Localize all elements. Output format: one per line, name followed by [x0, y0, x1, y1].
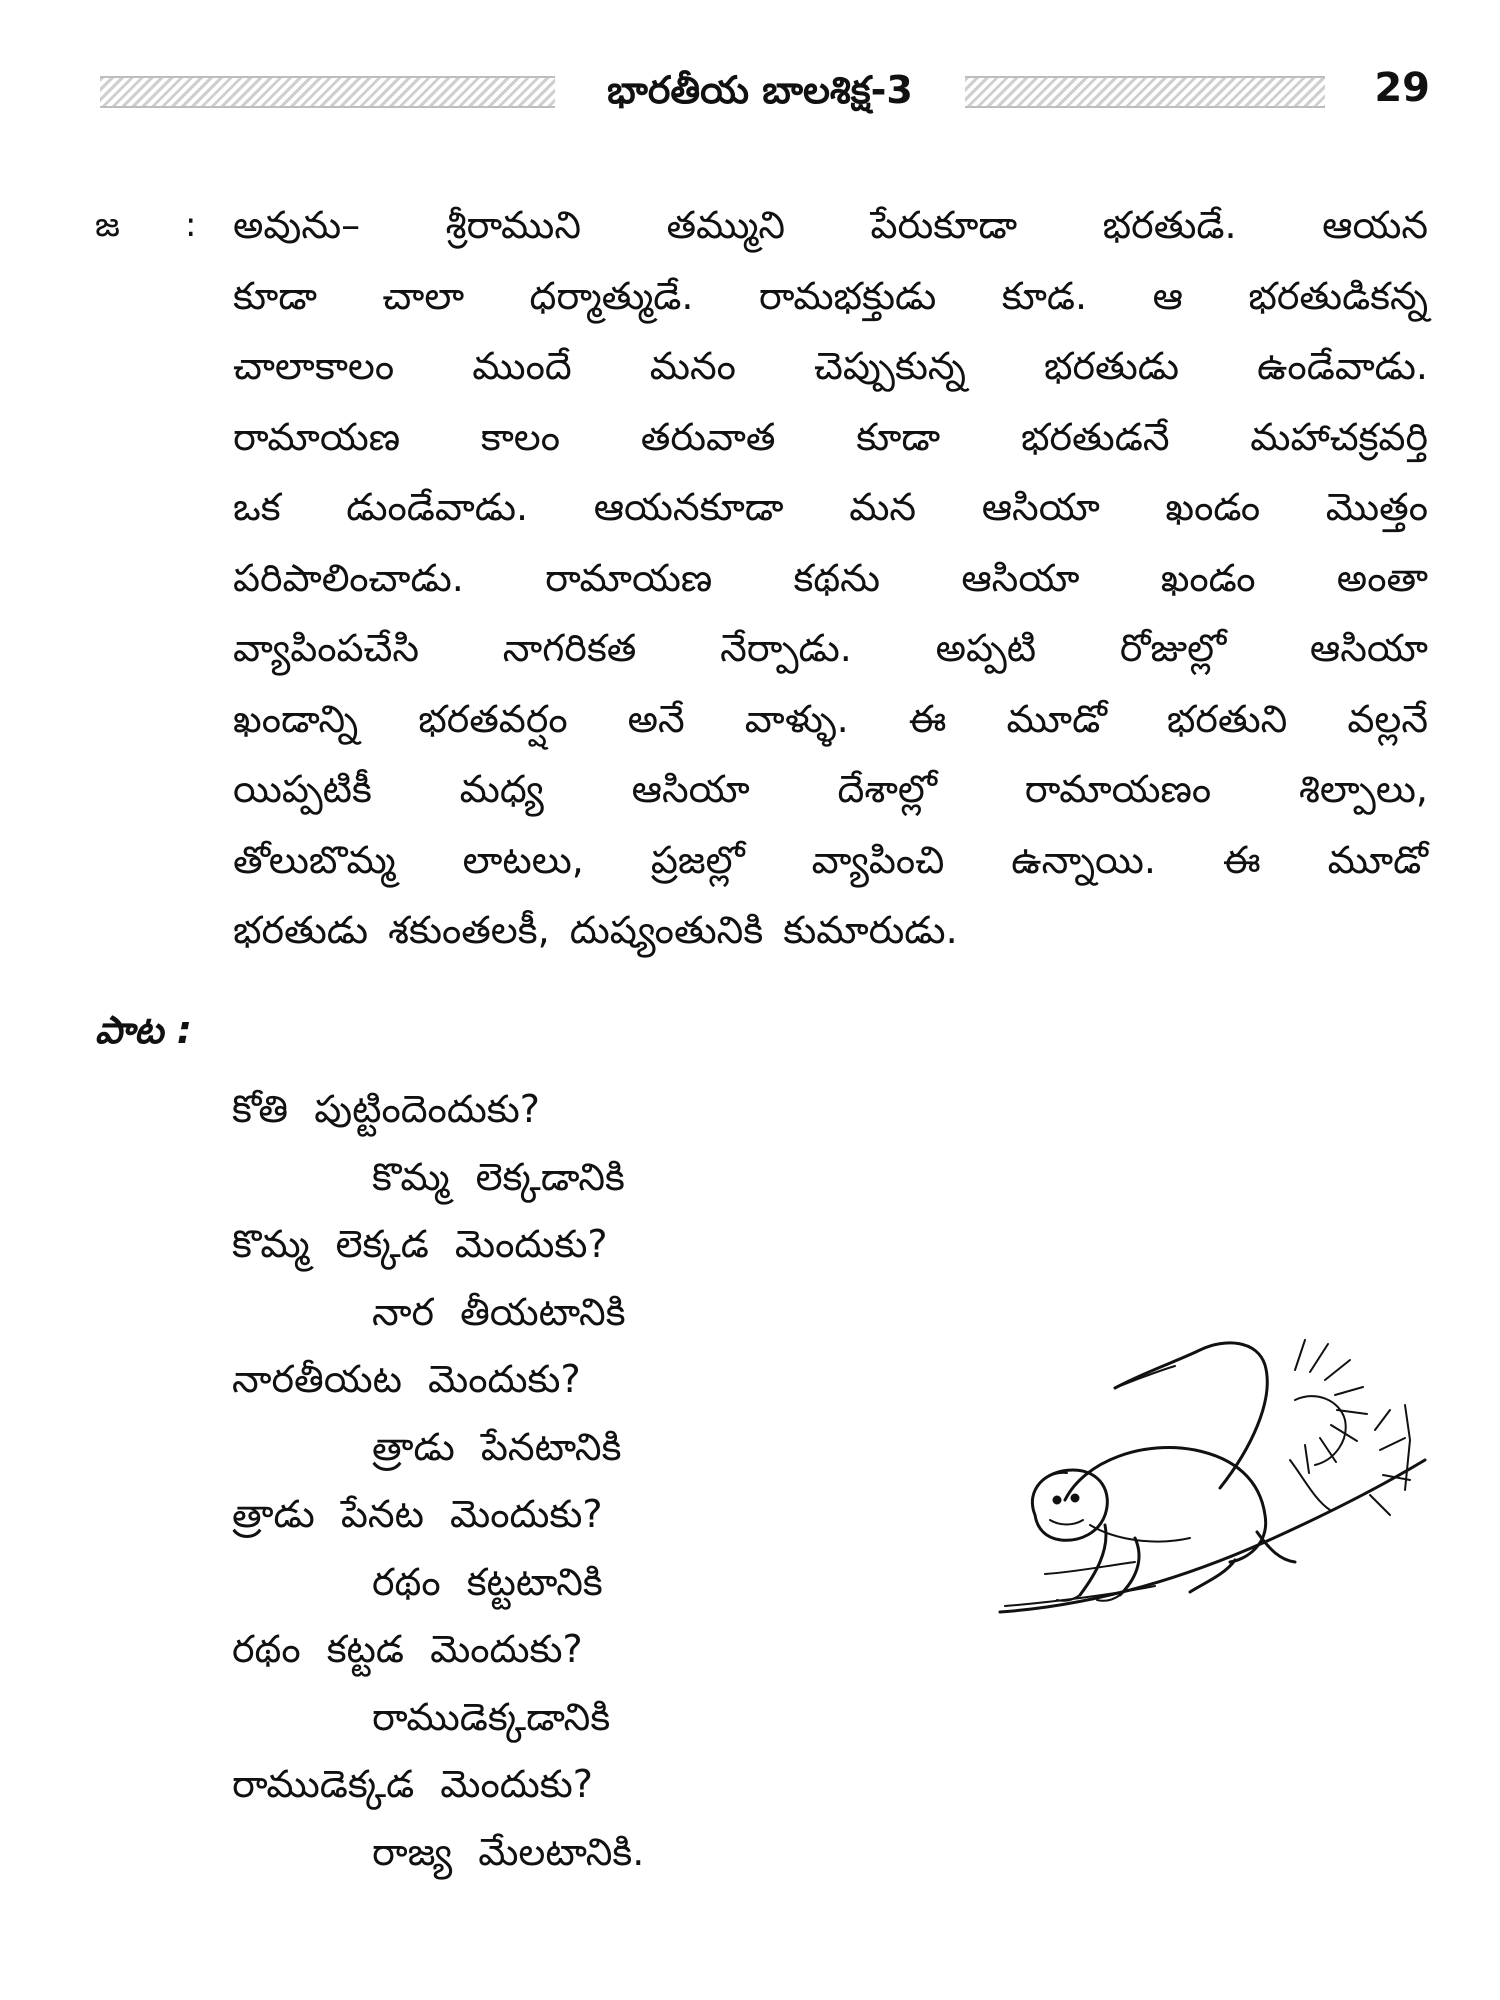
- song-verse: రాముడెక్కడ మెందుకు?: [232, 1762, 593, 1806]
- song-verse: రథం కట్టడ మెందుకు?: [232, 1627, 583, 1671]
- header-decorative-band-right: [965, 76, 1325, 108]
- dialogue-line: తోలుబొమ్మ లాటలు, ప్రజల్లో వ్యాపించి ఉన్నాయి. ఈ మూడో: [233, 837, 1428, 882]
- dialogue-line: కూడా చాలా ధర్మాత్ముడే. రామభక్తుడు కూడ. ఆ భరతుడికన్న: [233, 273, 1428, 318]
- dialogue-line: అవును– శ్రీరాముని తమ్ముని పేరుకూడా భరతుడే. ఆయన: [233, 203, 1428, 247]
- speaker-colon: :: [185, 205, 197, 245]
- song-verse: రాముడెక్కడానికి: [372, 1694, 611, 1739]
- dialogue-line: ఒక డుండేవాడు. ఆయనకూడా మన ఆసియా ఖండం మొత్తం: [233, 485, 1428, 529]
- speaker-label: జ: [95, 205, 120, 245]
- song-verse: త్రాడు పేనటానికి: [372, 1424, 622, 1469]
- page-header: [100, 60, 1430, 120]
- song-verse: త్రాడు పేనట మెందుకు?: [232, 1492, 603, 1536]
- dialogue-line: యిప్పటికీ మధ్య ఆసియా దేశాల్లో రామాయణం శిల్పాలు,: [233, 767, 1428, 811]
- monkey-illustration: [995, 1310, 1435, 1630]
- dialogue-line: చాలాకాలం ముందే మనం చెప్పుకున్న భరతుడు ఉండేవాడు.: [233, 344, 1428, 388]
- song-verse: రాజ్య మేలటానికి.: [372, 1829, 645, 1874]
- page-number: 29: [1374, 65, 1430, 111]
- song-verse: కొమ్మ లెక్కడ మెందుకు?: [232, 1222, 608, 1266]
- dialogue-line: రామాయణ కాలం తరువాత కూడా భరతుడనే మహాచక్రవర్తి: [233, 414, 1428, 459]
- dialogue-line: వ్యాపింపచేసి నాగరికత నేర్పాడు. అప్పటి రోజుల్లో ఆసియా: [233, 626, 1428, 670]
- song-verse: రథం కట్టటానికి: [372, 1559, 603, 1604]
- song-label: పాట :: [95, 1008, 192, 1052]
- song-verse: నారతీయట మెందుకు?: [232, 1357, 581, 1401]
- song-verses: [232, 1076, 982, 1886]
- song-verse: కోతి పుట్టిందెందుకు?: [232, 1087, 540, 1131]
- dialogue-line: ఖండాన్ని భరతవర్షం అనే వాళ్ళు. ఈ మూడో భరతుని వల్లనే: [233, 696, 1428, 741]
- header-decorative-band-left: [100, 76, 555, 108]
- dialogue-line: పరిపాలించాడు. రామాయణ కథను ఆసియా ఖండం అంతా: [233, 555, 1428, 600]
- song-verse: కొమ్మ లెక్కడానికి: [372, 1154, 625, 1199]
- song-verse: నార తీయటానికి: [372, 1289, 626, 1334]
- dialogue-line: భరతుడు శకుంతలకీ, దుష్యంతునికి కుమారుడు.: [233, 908, 958, 952]
- book-title: భారతీయ బాలశిక్ష-3: [555, 66, 965, 114]
- dialogue-paragraph: [233, 190, 1428, 966]
